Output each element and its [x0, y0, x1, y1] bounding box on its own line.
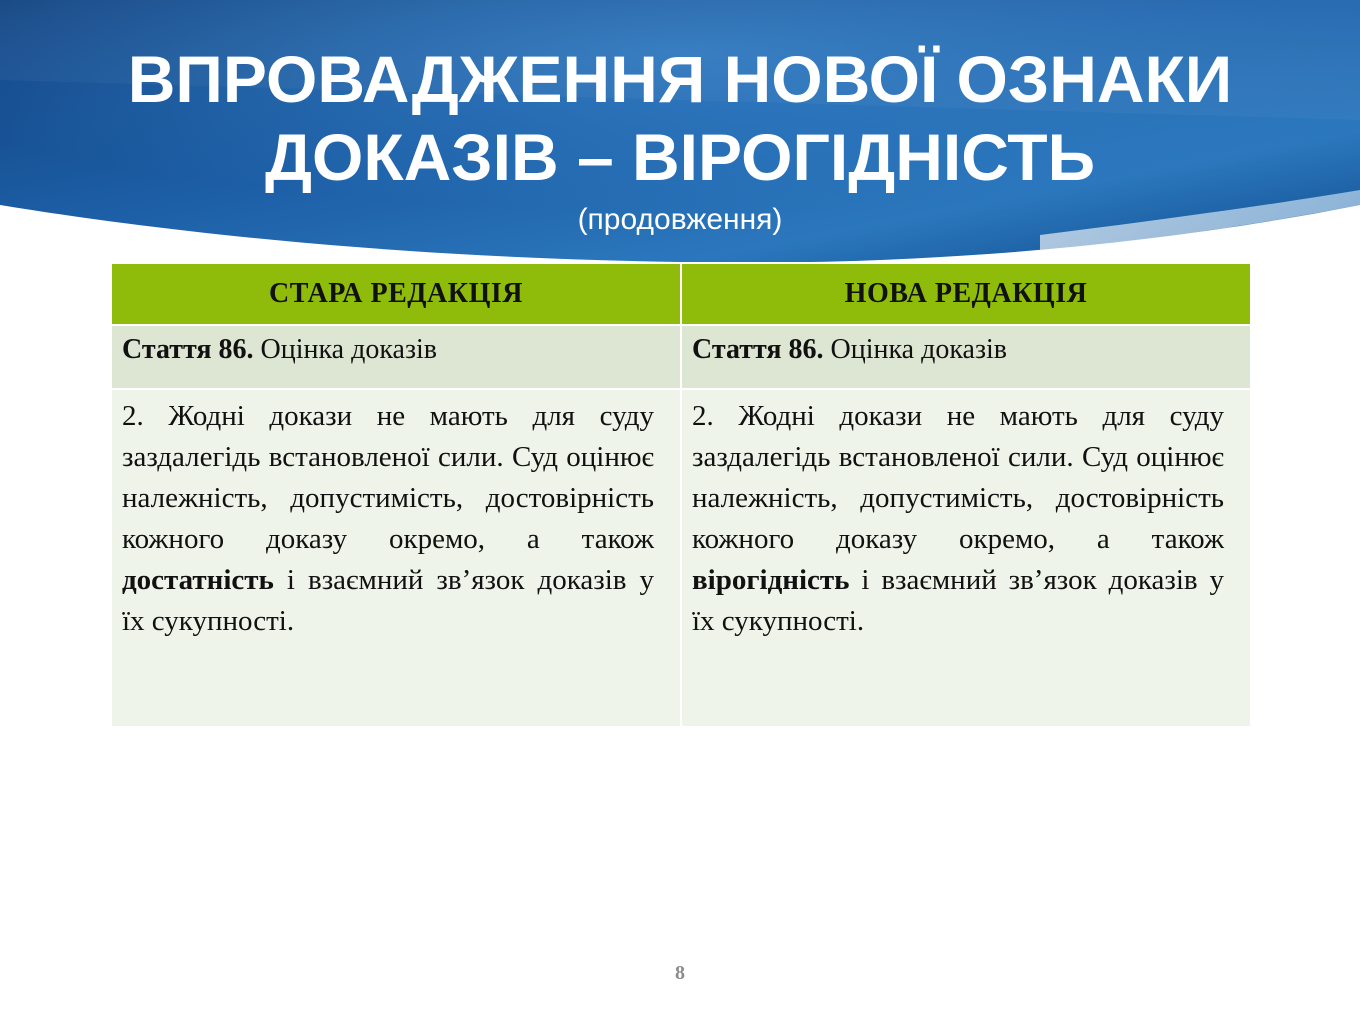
new-article-number: Стаття 86. — [692, 334, 824, 365]
slide-subtitle: (продовження) — [577, 203, 783, 236]
slide-title — [0, 40, 1360, 196]
comparison-table — [110, 262, 1252, 728]
new-text-cell — [681, 389, 1251, 727]
title-line-2: ДОКАЗІВ – ВІРОГІДНІСТЬ — [264, 120, 1096, 194]
old-text-before: 2. Жодні докази не мають для суду заздалегідь встановленої сили. Суд оцінює належність, допустимість, достовірність кожного доказу окремо, а також — [122, 400, 654, 555]
new-highlight-term: вірогідність — [692, 564, 850, 596]
new-article-cell — [681, 325, 1251, 389]
old-text-cell — [111, 389, 681, 727]
page-number: 8 — [675, 962, 685, 984]
old-text-after: і взаємний зв’язок доказів у їх сукупності. — [122, 564, 654, 637]
title-line-1: ВПРОВАДЖЕННЯ НОВОЇ ОЗНАКИ — [127, 42, 1233, 116]
text-row — [111, 389, 1251, 727]
new-article-title: Оцінка доказів — [823, 334, 1008, 365]
old-version-header: СТАРА РЕДАКЦІЯ — [111, 263, 681, 325]
old-highlight-term: достатність — [122, 564, 274, 596]
article-row — [111, 325, 1251, 389]
old-article-number: Стаття 86. — [122, 334, 254, 365]
table-header-row — [111, 263, 1251, 325]
old-article-cell — [111, 325, 681, 389]
new-text-before: 2. Жодні докази не мають для суду заздалегідь встановленої сили. Суд оцінює належність, допустимість, достовірність кожного доказу окремо, а також — [692, 400, 1224, 555]
new-text-after: і взаємний зв’язок доказів у їх сукупності. — [692, 564, 1224, 637]
old-article-title: Оцінка доказів — [253, 334, 438, 365]
new-version-header: НОВА РЕДАКЦІЯ — [681, 263, 1251, 325]
